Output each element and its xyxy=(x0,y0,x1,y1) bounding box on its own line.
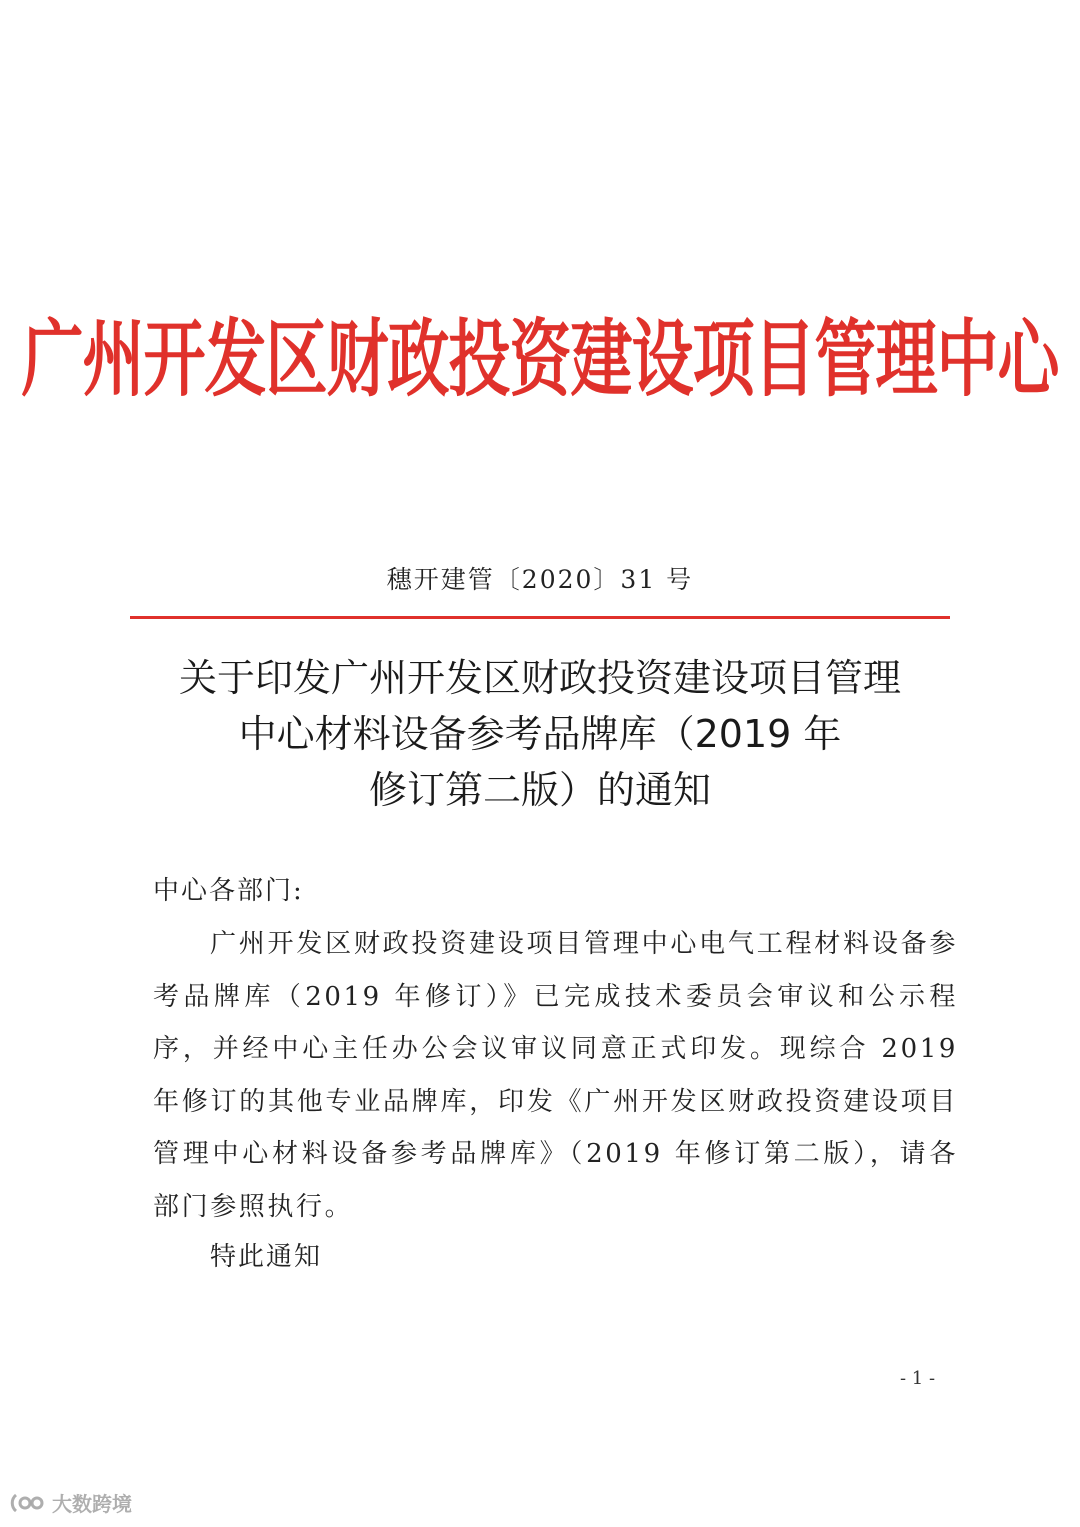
title-line: 修订第二版）的通知 xyxy=(368,768,711,812)
notice-title xyxy=(130,650,950,818)
organization-header: 广州开发区财政投资建设项目管理中心 xyxy=(21,309,1059,409)
closing-line: 特此通知 xyxy=(210,1242,323,1272)
body-paragraph: 广州开发区财政投资建设项目管理中心电气工程材料设备参考品牌库（2019 年修订）》已完成技术委员会审议和公示程序，并经中心主任办公会议审议同意正式印发。现综合 2019 年修订的其他专业品牌库，印发《广州开发区财政投资建设项目管理中心材料设备参考品牌库》（2019 年修订第二版），请各部门参照执行。 xyxy=(153,929,958,1222)
title-line: 关于印发广州开发区财政投资建设项目管理 xyxy=(178,656,901,700)
brand-logo-icon xyxy=(10,1491,46,1515)
red-divider xyxy=(130,616,950,619)
document-number: 穗开建管〔2020〕31 号 xyxy=(386,565,694,594)
watermark-text: 大数跨境 xyxy=(52,1492,132,1516)
watermark xyxy=(10,1488,132,1517)
salutation: 中心各部门: xyxy=(153,876,304,906)
page-number: - 1 - xyxy=(900,1368,936,1389)
title-line: 中心材料设备参考品牌库（2019 年 xyxy=(238,712,842,756)
